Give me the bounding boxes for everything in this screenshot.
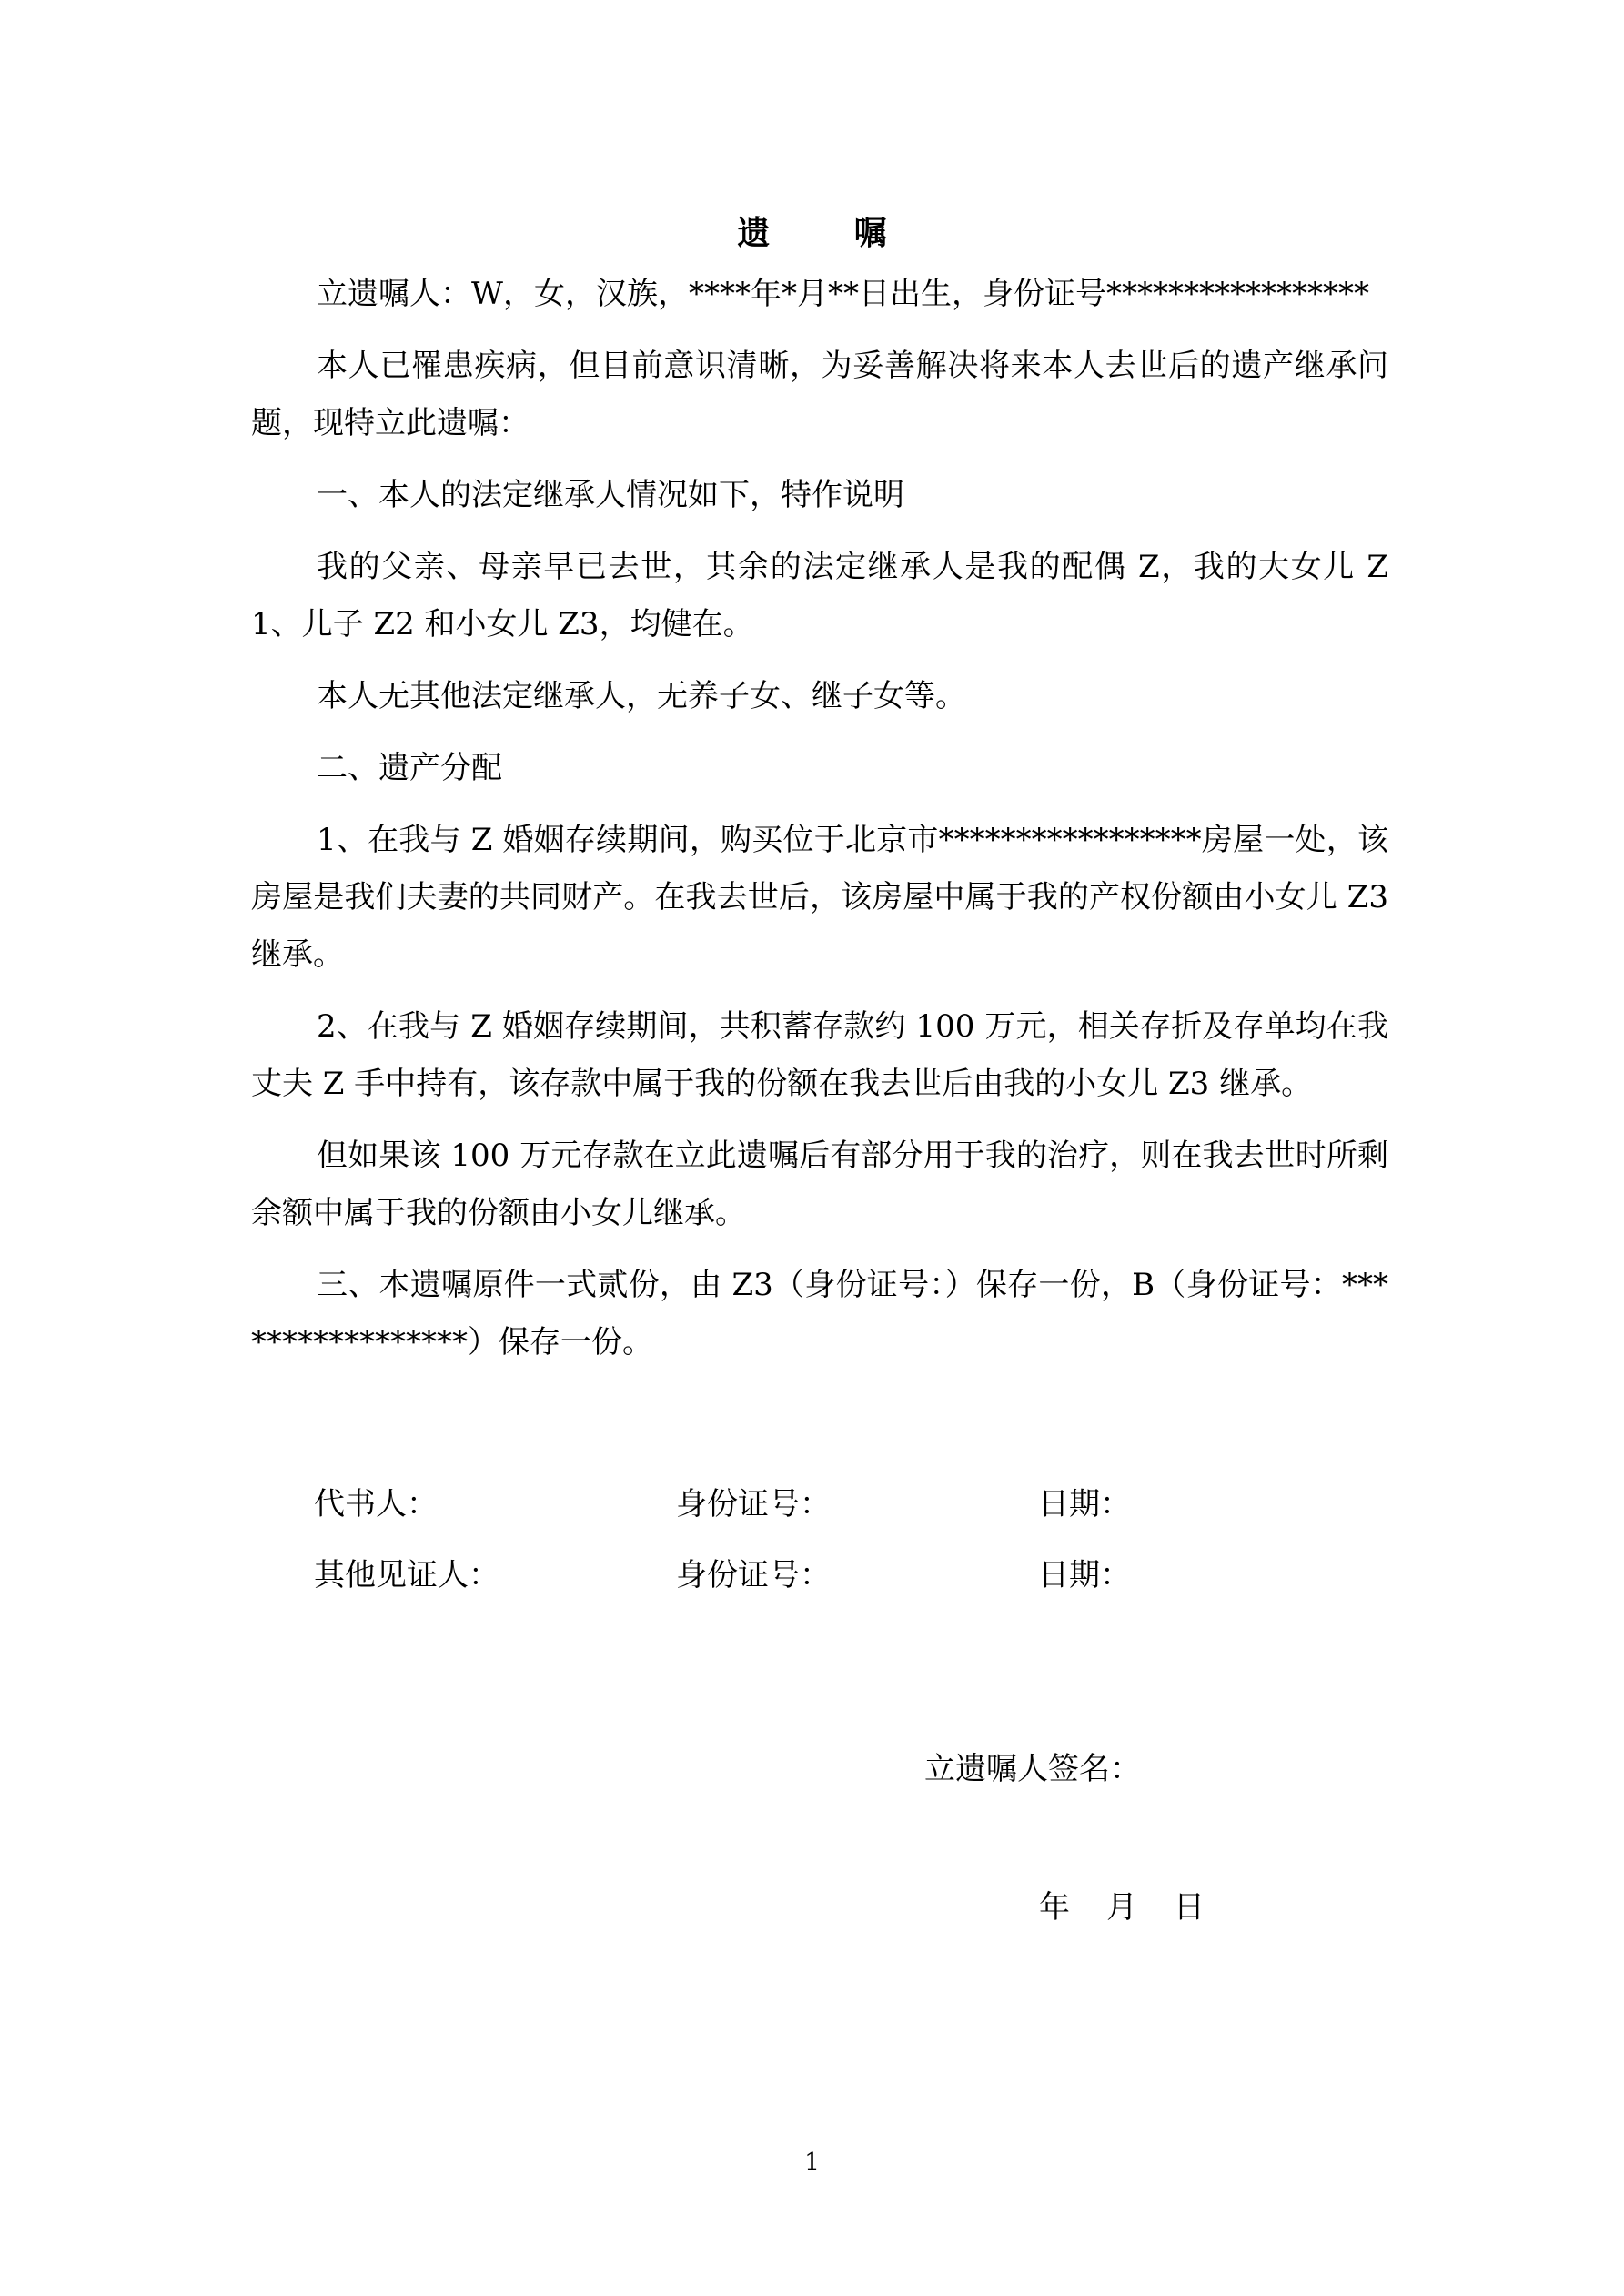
paragraph-purpose: 本人已罹患疾病，但目前意识清晰，为妥善解决将来本人去世后的遗产继承问题，现特立此遗嘱： [251, 348, 1388, 441]
paragraph-savings: 2、在我与 Z 婚姻存续期间，共积蓄存款约 100 万元，相关存折及存单均在我丈夫 Z 手中持有，该存款中属于我的份额在我去世后由我的小女儿 Z3 继承。 [251, 1008, 1388, 1102]
paragraph-copies: 三、本遗嘱原件一式贰份，由 Z3（身份证号：）保存一份，B（身份证号：*****************）保存一份。 [251, 1267, 1388, 1360]
testator-signature-label: 立遗嘱人签名： [924, 1751, 1141, 1787]
witness-date-label: 日期： [1038, 1557, 1131, 1593]
date-day: 日 [1174, 1889, 1205, 1926]
agent-id-label: 身份证号： [676, 1486, 831, 1522]
page-number: 1 [804, 2149, 820, 2176]
date-year: 年 [1039, 1889, 1070, 1926]
signing-date [1039, 1882, 1205, 1927]
paragraph-heirs: 我的父亲、母亲早已去世，其余的法定继承人是我的配偶 Z，我的大女儿 Z1、儿子 Z2 和小女儿 Z3，均健在。 [251, 549, 1388, 642]
paragraph-savings-treatment: 但如果该 100 万元存款在立此遗嘱后有部分用于我的治疗，则在我去世时所剩余额中属于我的份额由小女儿继承。 [251, 1138, 1388, 1231]
paragraph-no-other-heirs: 本人无其他法定继承人，无养子女、继子女等。 [317, 678, 966, 714]
agent-label: 代书人： [314, 1486, 438, 1522]
date-month: 月 [1106, 1889, 1137, 1926]
paragraph-section-one-heading: 一、本人的法定继承人情况如下，特作说明 [317, 477, 904, 513]
witness-label: 其他见证人： [314, 1557, 499, 1593]
agent-date-label: 日期： [1038, 1486, 1131, 1522]
document-title: 遗 嘱 [737, 214, 923, 252]
will-body [251, 266, 1388, 1386]
witness-id-label: 身份证号： [676, 1557, 831, 1593]
paragraph-house: 1、在我与 Z 婚姻存续期间，购买位于北京市*****************房屋一处，该房屋是我们夫妻的共同财产。在我去世后，该房屋中属于我的产权份额由小女儿 Z3 继承。 [251, 822, 1388, 973]
paragraph-testator-info: 立遗嘱人：W，女，汉族，****年*月**日出生，身份证号***************** [317, 276, 1369, 312]
paragraph-section-two-heading: 二、遗产分配 [317, 750, 502, 786]
